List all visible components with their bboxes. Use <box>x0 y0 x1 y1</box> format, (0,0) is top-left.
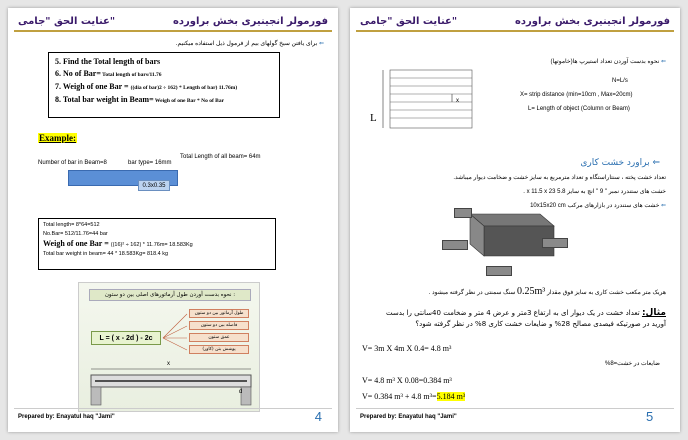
list-item: 6. No of Bar= Total length of bars/11.76 <box>55 69 162 78</box>
calc-line: Total bar weight in beam= 44 * 18.583Kg= 818.4 kg <box>43 251 169 257</box>
beam-section: 0.3x0.35 <box>138 180 170 191</box>
page-number: 4 <box>314 409 322 424</box>
formula-line: L= Length of object (Column or Beam) <box>528 106 630 112</box>
example-label: Example: <box>39 133 76 143</box>
bar-type: bar type= 16mm <box>128 160 172 166</box>
example-paragraph: مثال: تعداد خشت در یک دیوار ای به ارتفاع 3متر و عرض 4 متر و ضخامت 40سانتی را بدست آورید در صورتیکه فیصدی مصالح 28% و ضایعات خشت کاری 8% در نظر گرفته شود؟ <box>386 308 666 328</box>
page-header <box>356 16 674 32</box>
result-highlight: 5.184 m³ <box>436 392 466 401</box>
header-author: عنایت الحق "جامی" <box>18 16 116 27</box>
equation: V= 4.8 m³ X 0.08=0.384 m³ <box>362 376 452 385</box>
prepared-by: Prepared by: Enayatul haq "Jami" <box>360 414 457 420</box>
page-4 <box>8 8 338 432</box>
equation: V= 3m X 4m X 0.4= 4.8 m³ <box>362 344 452 353</box>
rebar-length-figure <box>78 282 260 412</box>
figure-formula: L = ( x - 2d ) - 2c <box>91 331 161 345</box>
formula-line: N=L/s <box>612 78 628 84</box>
equation: V= 0.384 m³ + 4.8 m³=5.184 m³ <box>362 392 466 401</box>
rebar-drawing <box>79 283 261 413</box>
fig-length-label: L <box>370 112 377 124</box>
formula-line: X= strip distance (min=10cm , Max=20cm) <box>520 92 633 98</box>
header-title: فورمولر انجینیری بخش براورده <box>173 16 328 27</box>
waste-label: ضایعات در خشت=8% <box>604 361 660 367</box>
header-author: عنایت الحق "جامی" <box>360 16 458 27</box>
total-length: Total Length of all beam= 64m <box>180 154 261 160</box>
page-header <box>14 16 332 32</box>
page-footer <box>356 408 674 426</box>
figure-title: نحوه بدست آوردن طول آرماتورهای اصلی بین دو ستون : <box>89 289 251 301</box>
page-footer <box>14 408 332 426</box>
calc-line: No.Bar= 512/11.76=44 bar <box>43 231 108 237</box>
calculation-box <box>38 218 276 270</box>
calc-line: Total length= 8*64=512 <box>43 222 100 228</box>
section2-title: ⇐ براورد خشت کاری <box>580 158 660 168</box>
list-item: 7. Weigh of one Bar = ((dia of bar)2 ÷ 162) * Length of bar) 11.76m) <box>55 82 238 91</box>
figure-label: عمق ستون <box>189 333 249 342</box>
page-number: 5 <box>646 409 654 424</box>
section1-title: ⇐ نحوه بدست آوردن تعداد استیرپ ها(خاموتها) <box>550 59 666 65</box>
paragraph: ⇐ خشت های ستندرد در بازارهای مرکب 10x15x20 cm <box>530 203 666 209</box>
figure-label: فاصله بین دو ستون <box>189 321 249 330</box>
arrow-bullet-icon: ⇐ <box>660 203 666 209</box>
arrow-bullet-icon: ⇐ <box>318 41 324 47</box>
dimension-tag <box>542 238 568 248</box>
header-title: فورمولر انجینیری بخش براورده <box>515 16 670 27</box>
prepared-by: Prepared by: Enayatul haq "Jami" <box>18 414 115 420</box>
list-item: 5. Find the Total length of bars <box>55 57 161 66</box>
dimension-tag <box>454 208 472 218</box>
calc-line: Weigh of one Bar = ((16)² ÷ 162) * 11.76m= 18.583Kg <box>43 239 193 248</box>
figure-label: پوشش بتن (کاور) <box>189 345 249 354</box>
intro-text: ⇐ برای یافتن سیخ گولهای بیم از فرمول ذیل استفاده میکنیم. <box>175 41 324 47</box>
dim-d: d <box>239 389 243 395</box>
dimension-tag <box>442 240 468 250</box>
formula-list <box>48 52 280 118</box>
arrow-bullet-icon: ⇐ <box>652 158 660 168</box>
page-5 <box>350 8 680 432</box>
fig-spacing-label: x <box>456 98 459 104</box>
figure-label: طول آرماتور بین دو ستون <box>189 309 249 318</box>
paragraph: تعداد خشت پخته ، سنتاراستگاه و تعداد مترمربع به سایز خشت و ضخامت دیوار میباشد. <box>453 175 666 181</box>
mortar-paragraph: هریک متر مکعب خشت کاری به سایز فوق مقدار 0.25m³ سنگ سمنتی در نظر گرفته میشود . <box>428 286 666 297</box>
bars-in-beam: Number of bar in Beam=8 <box>38 160 107 166</box>
paragraph: خشت های ستندرد نمبر " 9 " انچ به سایز 5.8 x 11.5 x 23 . <box>523 189 666 195</box>
dimension-tag <box>486 266 512 276</box>
arrow-bullet-icon: ⇐ <box>660 59 666 65</box>
list-item: 8. Total bar weight in Beam= Weigh of one Bar * No of Bar <box>55 95 225 104</box>
stirrup-figure <box>380 66 476 132</box>
dim-x: x <box>167 361 170 367</box>
